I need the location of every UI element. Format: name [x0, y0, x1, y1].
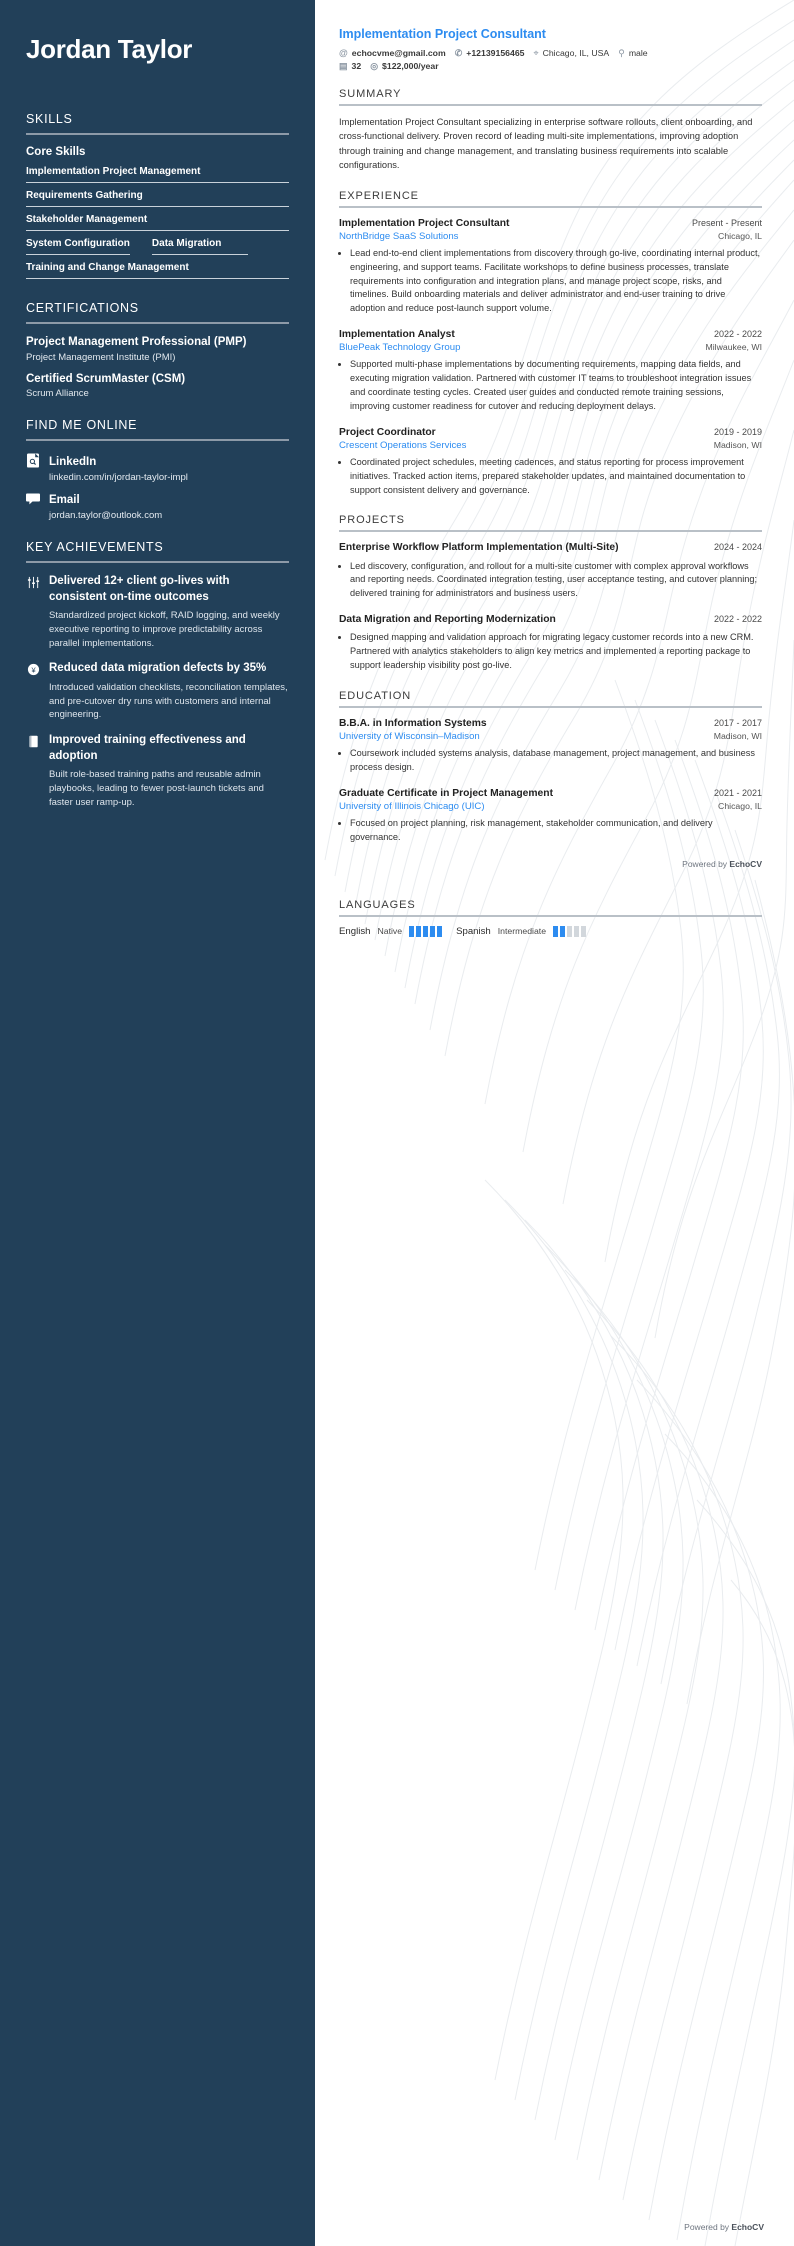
calendar-icon: ▤ — [339, 60, 348, 71]
achievement-title: Reduced data migration defects by 35% — [49, 662, 267, 675]
achievements-section-title: KEY ACHIEVEMENTS — [26, 540, 164, 555]
bullet: • Led discovery, configuration, and rollout for a multi-site customer with complex approval workflows and reporting needs. Coordinated integration testing, user acceptance testing, and cutover planning; delivered training for administrators and business users. — [350, 560, 762, 601]
bullet: • Lead end-to-end client implementations from discovery through go-live, coordinating internal product, engineering, and support teams. Facilitate workshops to define business processes, translate requirements into configuration and integration plans, and manage project scope, risks, and timelines. Build onboarding materials and deliver administrator and end-user training to drive adoption and reduce post-launch support volume. — [350, 247, 762, 316]
online-label: Email — [49, 494, 80, 507]
section-languages — [339, 899, 762, 937]
email-icon — [26, 491, 40, 506]
experience-divider — [339, 206, 762, 208]
contact-phone[interactable]: ✆ +12139156465 — [454, 47, 525, 58]
skill-item: Training and Change Management — [26, 258, 289, 279]
education-entry — [339, 717, 762, 775]
sidebar-section-find-me-online — [26, 418, 289, 521]
education-entry — [339, 787, 762, 845]
entry-organization[interactable]: University of Wisconsin–Madison — [339, 731, 480, 743]
language-name: English — [339, 925, 371, 937]
entry-location: Madison, WI — [713, 439, 762, 450]
entry-date: 2022 - 2022 — [713, 328, 762, 339]
skill-item: Stakeholder Management — [26, 210, 289, 231]
language-item — [456, 926, 586, 937]
entry-bullets — [350, 560, 762, 601]
online-item-linkedin[interactable] — [26, 452, 289, 483]
section-experience — [339, 190, 762, 498]
skills-list — [26, 162, 289, 282]
achievements-divider — [26, 561, 289, 563]
achievement-item — [26, 733, 289, 809]
projects-divider — [339, 530, 762, 532]
entry-location: Chicago, IL — [718, 231, 762, 241]
job-headline: Implementation Project Consultant — [339, 27, 546, 41]
entry-role: Project Coordinator — [339, 426, 436, 438]
summary-divider — [339, 104, 762, 106]
brand-name: EchoCV — [731, 2222, 764, 2232]
skills-divider — [26, 133, 289, 135]
entry-role: Implementation Project Consultant — [339, 217, 510, 229]
skill-item: Requirements Gathering — [26, 186, 289, 207]
entry-bullets — [350, 747, 762, 775]
achievement-title: Improved training effectiveness and adoption — [49, 734, 246, 762]
project-entry — [339, 541, 762, 601]
entry-role: Data Migration and Reporting Modernization — [339, 614, 556, 626]
achievement-item — [26, 574, 289, 650]
book-icon — [26, 735, 40, 753]
entry-bullets — [350, 358, 762, 413]
sidebar-section-key-achievements — [26, 540, 289, 809]
section-summary — [339, 88, 762, 173]
location-icon: ⌖ — [533, 47, 539, 58]
education-title: EDUCATION — [339, 689, 412, 702]
entry-organization[interactable]: University of Illinois Chicago (UIC) — [339, 801, 485, 813]
achievement-item — [26, 661, 289, 722]
entry-organization[interactable]: Crescent Operations Services — [339, 439, 467, 451]
certification-name: Project Management Professional (PMP) — [26, 336, 247, 348]
languages-list — [339, 926, 762, 937]
experience-entry — [339, 328, 762, 414]
skill-item: Data Migration — [152, 234, 248, 255]
online-section-title: FIND ME ONLINE — [26, 418, 138, 433]
contact-location: ⌖ Chicago, IL, USA — [533, 47, 610, 58]
bullet: • Focused on project planning, risk management, stakeholder communication, and delivery governance. — [350, 817, 762, 845]
entry-role: B.B.A. in Information Systems — [339, 717, 487, 729]
person-icon: ⚲ — [618, 47, 625, 58]
online-item-email[interactable] — [26, 490, 289, 521]
certification-item — [26, 372, 289, 400]
contact-age: ▤ 32 — [339, 60, 362, 71]
language-name: Spanish — [456, 925, 491, 937]
certification-org: Project Management Institute (PMI) — [26, 351, 176, 363]
sliders-icon — [26, 576, 40, 594]
entry-date: 2024 - 2024 — [713, 542, 762, 553]
summary-title: SUMMARY — [339, 88, 402, 100]
bullet: • Coordinated project schedules, meeting cadences, and status reporting for process improvement initiatives. Tracked action items, prepared stakeholder updates, and maintained documentation to support consistent delivery and governance. — [350, 456, 762, 497]
money-icon: ◎ — [370, 60, 379, 71]
entry-date: 2019 - 2019 — [713, 426, 762, 437]
bullet: • Supported multi-phase implementations by documenting requirements, mapping data fields, and executing migration validation. Partnered with customer IT teams to troubleshoot integration issues and coordinate testing cycles. Created user guides and conducted remote training sessions, improving customer readiness for cutover and reducing deployment delays. — [350, 358, 762, 413]
contact-line-primary — [339, 48, 762, 58]
sidebar — [0, 0, 315, 2246]
certification-item — [26, 335, 289, 363]
contact-email[interactable]: @ echocvme@gmail.com — [339, 47, 446, 58]
contact-gender: ⚲ male — [618, 47, 648, 58]
experience-entry — [339, 426, 762, 498]
entry-date: 2021 - 2021 — [713, 787, 762, 798]
language-item — [339, 926, 442, 937]
entry-role: Enterprise Workflow Platform Implementation (Multi-Site) — [339, 542, 619, 554]
sidebar-section-skills — [26, 112, 289, 282]
language-rating-dots — [553, 926, 586, 937]
svg-text:¥: ¥ — [30, 665, 36, 675]
achievement-description: Introduced validation checklists, reconciliation templates, and pre-cutover dry runs with customers and internal engineering. — [49, 681, 288, 721]
skill-item: Implementation Project Management — [26, 162, 289, 183]
entry-organization[interactable]: BluePeak Technology Group — [339, 342, 461, 354]
experience-entry — [339, 217, 762, 316]
entry-organization[interactable]: NorthBridge SaaS Solutions — [339, 231, 459, 242]
online-label: LinkedIn — [49, 456, 97, 469]
contact-salary: ◎ $122,000/year — [370, 60, 439, 71]
sidebar-section-certifications — [26, 301, 289, 399]
section-education — [339, 690, 762, 845]
entry-role: Implementation Analyst — [339, 328, 455, 340]
entry-bullets — [350, 817, 762, 845]
projects-title: PROJECTS — [339, 514, 405, 527]
entry-location: Chicago, IL — [718, 801, 762, 812]
certification-org: Scrum Alliance — [26, 388, 89, 400]
at-icon: @ — [339, 47, 348, 58]
section-projects — [339, 514, 762, 673]
skills-group-label: Core Skills — [26, 146, 86, 158]
main-content — [315, 0, 794, 937]
entry-bullets — [350, 456, 762, 497]
entry-date: Present - Present — [691, 217, 762, 228]
achievement-title: Delivered 12+ client go-lives with consistent on-time outcomes — [49, 575, 230, 603]
summary-text: Implementation Project Consultant specializing in enterprise software rollouts, client onboarding, and cross-functional delivery. Proven record of leading multi-site implementations, improving adoption through training and change management, and translating business requirements into scalable configurations. — [339, 117, 753, 171]
yen-badge-icon — [26, 663, 40, 681]
online-value[interactable]: linkedin.com/in/jordan-taylor-impl — [49, 472, 188, 484]
experience-title: EXPERIENCE — [339, 189, 419, 202]
linkedin-icon — [26, 453, 40, 468]
certifications-divider — [26, 322, 289, 324]
entry-role: Graduate Certificate in Project Management — [339, 787, 554, 799]
achievement-description: Built role-based training paths and reusable admin playbooks, leading to fewer post-launch tickets and faster user ramp-up. — [49, 769, 264, 808]
powered-by-footer: Powered by EchoCV — [684, 2222, 764, 2232]
education-divider — [339, 706, 762, 708]
achievement-description: Standardized project kickoff, RAID logging, and weekly executive reporting to improve predictability across parallel implementations. — [49, 610, 280, 649]
bullet: • Coursework included systems analysis, database management, project management, and business process design. — [350, 747, 762, 775]
language-level: Intermediate — [497, 926, 547, 937]
entry-location: Madison, WI — [713, 731, 762, 742]
languages-title: LANGUAGES — [339, 898, 416, 911]
language-level: Native — [377, 926, 403, 937]
skill-item: System Configuration — [26, 234, 130, 255]
certifications-section-title: CERTIFICATIONS — [26, 301, 139, 315]
entry-date: 2017 - 2017 — [713, 717, 762, 728]
brand-name: EchoCV — [729, 858, 762, 869]
candidate-name: Jordan Taylor — [26, 34, 193, 64]
project-entry — [339, 613, 762, 673]
languages-divider — [339, 915, 762, 917]
entry-date: 2022 - 2022 — [713, 614, 762, 625]
language-rating-dots — [409, 926, 442, 937]
powered-by-mid: Powered by EchoCV — [682, 858, 762, 869]
entry-location: Milwaukee, WI — [705, 342, 762, 353]
entry-bullets — [350, 631, 762, 672]
online-value[interactable]: jordan.taylor@outlook.com — [49, 510, 163, 522]
bullet: • Designed mapping and validation approach for migrating legacy customer records into a new CRM. Partnered with analytics stakeholders to align key metrics and implemented a reporting package to support leadership visibility post go-live. — [350, 631, 762, 672]
phone-icon: ✆ — [454, 47, 463, 58]
entry-bullets — [350, 247, 762, 316]
contact-line-secondary — [339, 61, 762, 71]
certification-name: Certified ScrumMaster (CSM) — [26, 372, 186, 385]
online-divider — [26, 439, 289, 441]
skills-section-title: SKILLS — [26, 112, 73, 126]
